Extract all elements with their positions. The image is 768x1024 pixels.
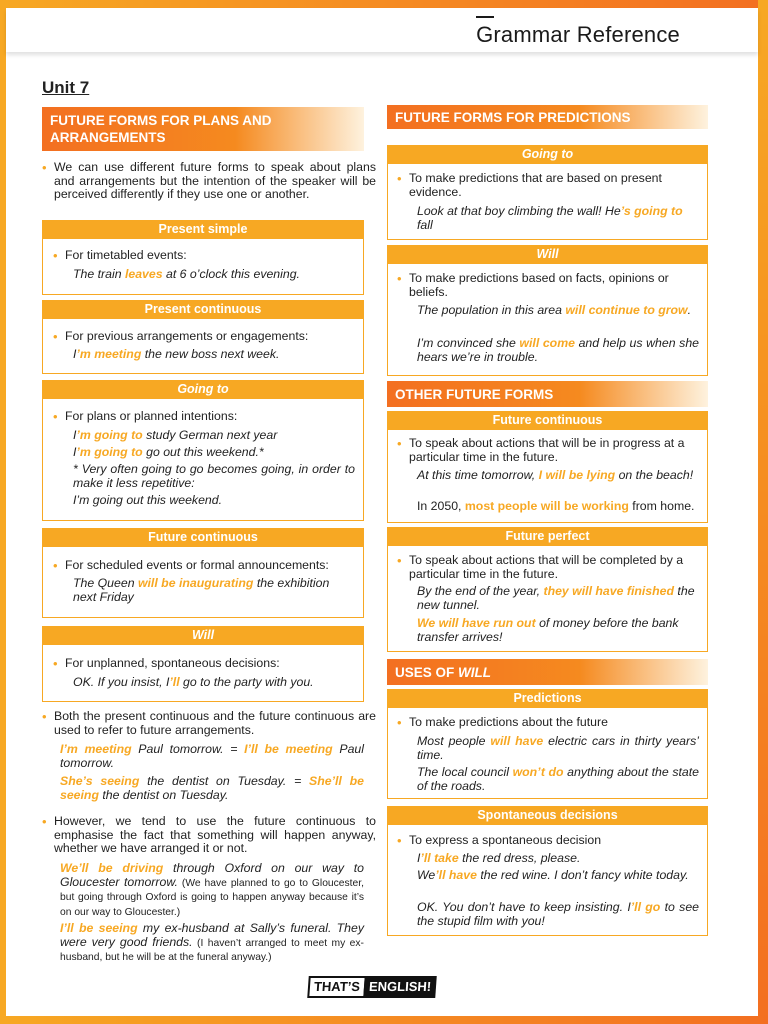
bullet-future-perfect: • To speak about actions that will be completed by a particular time in the future. bbox=[397, 554, 707, 581]
card-spontaneous bbox=[387, 824, 708, 936]
bullet-future-continuous-r: • To speak about actions that will be in progress at a particular time in the future. bbox=[397, 437, 707, 464]
section-title-part: USES OF bbox=[395, 664, 455, 680]
example-text: go to the party with you. bbox=[179, 675, 314, 689]
intro-text-content: We can use different future forms to speak about plans and arrangements but the intention of the speaker will be perceived differently if they use one or another. bbox=[54, 160, 376, 201]
example-text: In 2050, bbox=[417, 499, 465, 513]
example-text: anything about the state of the roads. bbox=[417, 765, 699, 793]
card-future-perfect bbox=[387, 545, 708, 652]
example-spontaneous-2 bbox=[417, 869, 699, 883]
example-highlight: She’ll be seeing bbox=[60, 774, 364, 802]
unit-title: Unit 7 bbox=[42, 78, 90, 97]
bullet-spontaneous: • To express a spontaneous decision bbox=[397, 834, 707, 848]
example-however-2 bbox=[60, 922, 364, 965]
section-title-uses-of-will bbox=[387, 659, 708, 685]
bullet-going-to: • For plans or planned intentions: bbox=[53, 410, 361, 424]
example-however-1 bbox=[60, 862, 364, 919]
example-text: the exhibition next Friday bbox=[73, 576, 330, 604]
example-highlight: ’ll have bbox=[435, 868, 477, 882]
page-frame-bottom bbox=[0, 1016, 768, 1024]
card-header-going-to: Going to bbox=[42, 380, 364, 398]
example-text: the red wine. I don’t fancy white today. bbox=[476, 868, 689, 882]
example-note: (I haven’t arranged to meet my ex-husband, but he will be at the funeral anyway.) bbox=[60, 937, 364, 963]
example-text: Look at that boy climbing the wall! He bbox=[417, 204, 621, 218]
example-text: The train bbox=[73, 267, 125, 281]
example-present-continuous bbox=[73, 348, 355, 362]
section-title-predictions: FUTURE FORMS FOR PREDICTIONS bbox=[387, 105, 708, 129]
example-text: from home. bbox=[628, 499, 695, 513]
card-header-future-continuous-r: Future continuous bbox=[387, 411, 708, 429]
example-future-continuous-r-1 bbox=[417, 469, 699, 483]
example-text: OK. You don’t have to keep insisting. I bbox=[417, 900, 631, 914]
example-text: I bbox=[73, 347, 77, 361]
bullet-present-continuous: • For previous arrangements or engagements: bbox=[53, 330, 361, 344]
bullet-will-pred: • To make predictions based on facts, opinions or beliefs. bbox=[397, 272, 707, 299]
header-dash bbox=[476, 16, 494, 18]
example-going-to-pred bbox=[417, 205, 699, 232]
example-text: Paul tomorrow. = bbox=[131, 742, 245, 756]
example-will-pred-1 bbox=[417, 304, 699, 318]
example-text: study German next year bbox=[142, 428, 278, 442]
example-highlight: won’t do bbox=[512, 765, 564, 779]
example-going-to-2 bbox=[73, 446, 355, 460]
example-text: fall bbox=[417, 217, 433, 232]
example-both-2 bbox=[60, 775, 364, 802]
example-spontaneous-3 bbox=[417, 901, 699, 928]
bullet-future-continuous: • For scheduled events or formal announcements: bbox=[53, 559, 361, 573]
logo-part-a: THAT’S bbox=[307, 976, 367, 998]
however-text: • However, we tend to use the future continuous to emphasise the fact that something will happen anyway, whether we have arranged it or not. bbox=[42, 815, 376, 856]
card-will-pred bbox=[387, 263, 708, 376]
bullet-present-simple: • For timetabled events: bbox=[53, 249, 361, 263]
card-header-will-pred: Will bbox=[387, 245, 708, 263]
example-text: We bbox=[417, 868, 436, 882]
example-highlight: ’s going to bbox=[620, 204, 683, 218]
example-highlight: will have bbox=[490, 734, 544, 748]
intro-text bbox=[42, 161, 376, 202]
example-text: OK. If you insist, I bbox=[73, 675, 170, 689]
example-will bbox=[73, 676, 355, 690]
example-text: At this time tomorrow, bbox=[417, 468, 539, 482]
example-future-perfect-2 bbox=[417, 617, 699, 644]
example-text: the new tunnel. bbox=[417, 584, 695, 612]
example-future-continuous-r-2 bbox=[417, 500, 699, 514]
example-text: my ex-husband at Sally’s funeral. They were very good friends. bbox=[60, 921, 365, 949]
card-future-continuous-r bbox=[387, 429, 708, 523]
example-text: electric cars in thirty years’ time. bbox=[417, 734, 699, 762]
page-frame-left bbox=[0, 0, 6, 1024]
card-future-continuous bbox=[42, 546, 364, 618]
card-header-future-perfect: Future perfect bbox=[387, 527, 708, 545]
example-highlight: will continue to grow bbox=[565, 303, 688, 317]
example-note: (We have planned to go to Gloucester, but going through Oxford is going to happen anyway because it’s on our way to Gloucester.) bbox=[60, 877, 364, 918]
example-text: through Oxford on our way to Gloucester tomorrow. bbox=[60, 861, 364, 889]
example-highlight: We will have run out bbox=[417, 616, 536, 630]
card-header-present-continuous: Present continuous bbox=[42, 300, 364, 318]
card-header-present-simple: Present simple bbox=[42, 220, 364, 238]
section-title-part: WILL bbox=[458, 664, 492, 680]
example-highlight: ’ll go bbox=[630, 900, 661, 914]
example-predictions-2 bbox=[417, 766, 699, 793]
page-frame-top bbox=[0, 0, 768, 8]
example-text: at 6 o’clock this evening. bbox=[162, 267, 300, 281]
example-highlight: I’ll be seeing bbox=[60, 921, 138, 935]
example-highlight: I will be lying bbox=[538, 468, 616, 482]
card-header-spontaneous: Spontaneous decisions bbox=[387, 806, 708, 824]
example-text: I’m convinced she bbox=[417, 336, 520, 350]
example-future-perfect-1 bbox=[417, 585, 699, 612]
example-spontaneous-1 bbox=[417, 852, 699, 866]
bullet-will: • For unplanned, spontaneous decisions: bbox=[53, 657, 361, 671]
page-frame-right bbox=[758, 0, 768, 1024]
example-text: The population in this area bbox=[417, 303, 566, 317]
logo-part-b: ENGLISH! bbox=[363, 976, 437, 998]
card-predictions bbox=[387, 707, 708, 799]
example-text: The Queen bbox=[73, 576, 138, 590]
card-present-continuous bbox=[42, 318, 364, 374]
card-going-to-pred bbox=[387, 163, 708, 240]
example-text: Most people bbox=[417, 734, 491, 748]
note-going-to: * Very often going to go becomes going, in order to make it less repetitive: bbox=[73, 462, 355, 490]
example-highlight: ’m going to bbox=[76, 428, 143, 442]
example-text: the dentist on Tuesday. bbox=[98, 787, 229, 802]
card-header-going-to-pred: Going to bbox=[387, 145, 708, 163]
example-highlight: they will have finished bbox=[543, 584, 675, 598]
example-highlight: will be inaugurating bbox=[137, 576, 254, 590]
card-going-to bbox=[42, 398, 364, 521]
example-highlight: She’s seeing bbox=[60, 774, 140, 788]
example-text: the new boss next week. bbox=[141, 347, 280, 361]
page-header bbox=[6, 8, 758, 52]
example-highlight: leaves bbox=[124, 267, 163, 281]
example-text: The local council bbox=[417, 765, 513, 779]
card-header-predictions: Predictions bbox=[387, 689, 708, 707]
example-highlight: We’ll be driving bbox=[60, 861, 164, 875]
header-title-text: Grammar Reference bbox=[476, 22, 680, 47]
example-text: and help us when she hears we’re in trouble. bbox=[417, 336, 699, 364]
bullet-predictions: • To make predictions about the future bbox=[397, 716, 707, 730]
both-text: • Both the present continuous and the future continuous are used to refer to future arrangements. bbox=[42, 710, 376, 737]
example-highlight: most people will be working bbox=[464, 499, 629, 513]
example-highlight: ’m going to bbox=[76, 445, 143, 459]
example-predictions-1 bbox=[417, 735, 699, 762]
example-highlight: will come bbox=[519, 336, 575, 350]
example-highlight: ’m meeting bbox=[76, 347, 142, 361]
example-highlight: I’ll be meeting bbox=[244, 742, 333, 756]
thats-english-logo bbox=[308, 976, 436, 998]
bullet-going-to-pred: • To make predictions that are based on present evidence. bbox=[397, 172, 707, 199]
card-present-simple bbox=[42, 238, 364, 295]
card-header-future-continuous: Future continuous bbox=[42, 528, 364, 546]
card-will bbox=[42, 644, 364, 702]
example-text: the dentist on Tuesday. = bbox=[139, 774, 310, 788]
example-text: of money before the bank transfer arrives! bbox=[417, 616, 679, 644]
example-text: go out this weekend.* bbox=[142, 445, 264, 459]
example-text: I bbox=[417, 851, 421, 865]
example-future-continuous bbox=[73, 577, 355, 604]
example-text: on the beach! bbox=[615, 468, 694, 482]
example-present-simple bbox=[73, 268, 355, 282]
example-both-1 bbox=[60, 743, 364, 770]
example-highlight: ’ll bbox=[169, 675, 180, 689]
example-highlight: ’ll take bbox=[420, 851, 459, 865]
example-text: . bbox=[687, 303, 692, 317]
section-title-other: OTHER FUTURE FORMS bbox=[387, 381, 708, 407]
example-text: the red dress, please. bbox=[458, 851, 581, 865]
section-title-plans: FUTURE FORMS FOR PLANS AND ARRANGEMENTS bbox=[42, 107, 364, 151]
header-title bbox=[476, 22, 680, 48]
example-will-pred-2 bbox=[417, 337, 699, 364]
example-text: I bbox=[73, 445, 77, 459]
example-text: By the end of the year, bbox=[417, 584, 544, 598]
example-text: I bbox=[73, 428, 77, 442]
example-highlight: I’m meeting bbox=[60, 742, 132, 756]
example-going-to-1 bbox=[73, 429, 355, 443]
example-text: Paul tomorrow. bbox=[60, 742, 364, 770]
example-going-to-3: I’m going out this weekend. bbox=[73, 493, 223, 507]
card-header-will: Will bbox=[42, 626, 364, 644]
example-text: to see the stupid film with you! bbox=[417, 900, 699, 928]
